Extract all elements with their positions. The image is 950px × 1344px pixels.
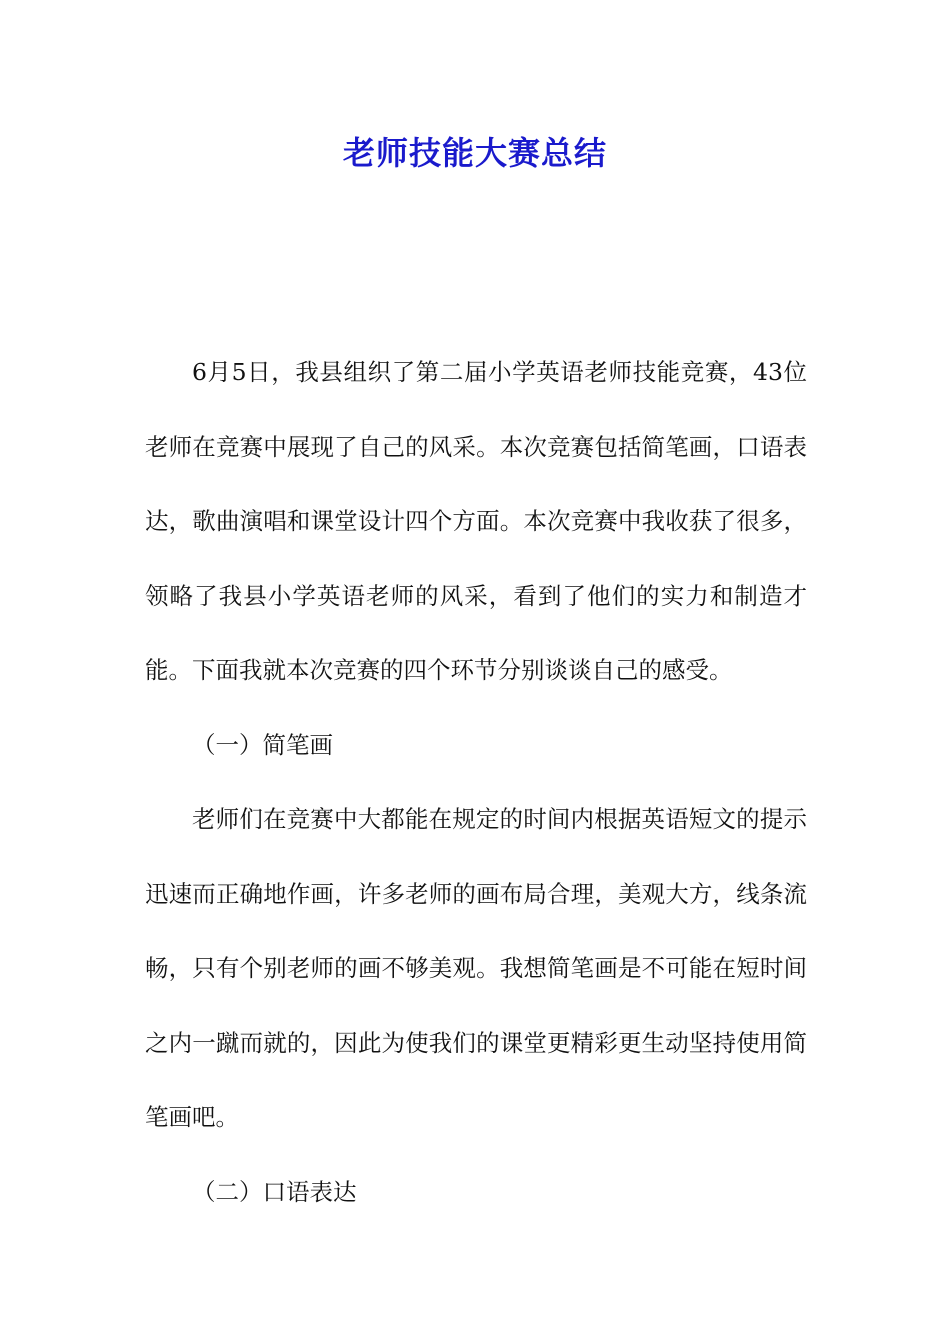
intro-paragraph: 6月5日，我县组织了第二届小学英语老师技能竞赛，43位老师在竞赛中展现了自己的风采。本次竞赛包括简笔画，口语表达，歌曲演唱和课堂设计四个方面。本次竞赛中我收获了很多，领略了我县小学英语老师的风采，看到了他们的实力和制造才能。下面我就本次竞赛的四个环节分别谈谈自己的感受。 <box>145 358 807 684</box>
document-body <box>145 335 807 1229</box>
document-title: 老师技能大赛总结 <box>342 134 607 172</box>
section-heading-sketch: （一）简笔画 <box>192 730 333 759</box>
section-paragraph-sketch: 老师们在竞赛中大都能在规定的时间内根据英语短文的提示迅速而正确地作画，许多老师的画布局合理，美观大方，线条流畅，只有个别老师的画不够美观。我想简笔画是不可能在短时间之内一蹴而就的，因此为使我们的课堂更精彩更生动坚持使用简笔画吧。 <box>145 805 807 1131</box>
section-heading-oral: （二）口语表达 <box>192 1177 357 1206</box>
